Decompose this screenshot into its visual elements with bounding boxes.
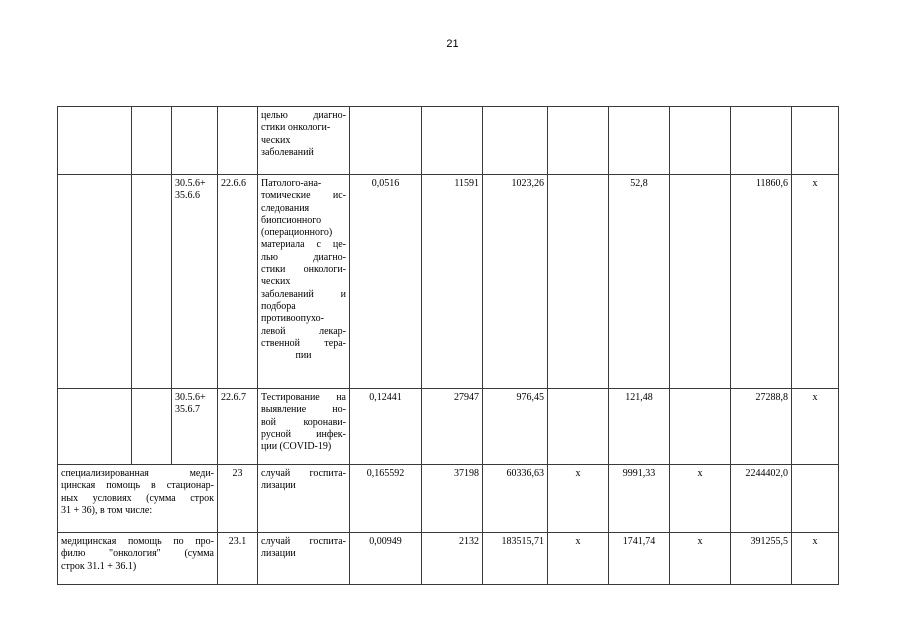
- code2-cell: 23.1: [218, 533, 258, 585]
- value-cell: 0,165592: [350, 465, 422, 533]
- desc-line: вой коронави-: [261, 416, 346, 428]
- desc-line: заболеваний: [261, 146, 314, 158]
- value-cell: [731, 107, 792, 175]
- code2-cell: [218, 107, 258, 175]
- desc-cell: [258, 533, 350, 585]
- code1-cell: 30.5.6+ 35.6.7: [172, 389, 218, 465]
- code1-cell: [172, 107, 218, 175]
- value-cell: [609, 107, 670, 175]
- value-cell: [548, 389, 609, 465]
- value-cell: 976,45: [483, 389, 548, 465]
- table-row: [58, 465, 839, 533]
- value-cell: [548, 175, 609, 389]
- desc-line: ческих: [261, 276, 291, 288]
- empty-cell: [132, 107, 172, 175]
- value-cell: 9991,33: [609, 465, 670, 533]
- desc-cell: [258, 175, 350, 389]
- desc-line: пии: [295, 350, 312, 362]
- code2-cell: 23: [218, 465, 258, 533]
- desc-line: случай госпита-: [261, 468, 346, 479]
- value-cell: [548, 107, 609, 175]
- value-cell: [792, 107, 839, 175]
- code2-cell: 22.6.6: [218, 175, 258, 389]
- name-cell: [58, 389, 132, 465]
- desc-line: противоопухо-: [261, 313, 324, 325]
- name-cell: [58, 175, 132, 389]
- page-number: 21: [446, 38, 459, 50]
- desc-line: левой лекар-: [261, 325, 346, 337]
- value-cell: [670, 175, 731, 389]
- value-cell: х: [792, 389, 839, 465]
- value-cell: 27947: [422, 389, 483, 465]
- desc-line: стики онкологи-: [261, 264, 346, 276]
- desc-line: Патолого-ана-: [261, 178, 322, 189]
- desc-line: биопсионного: [261, 214, 322, 226]
- value-cell: 27288,8: [731, 389, 792, 465]
- value-cell: х: [670, 465, 731, 533]
- desc-line: ственной тера-: [261, 337, 346, 349]
- value-cell: 1023,26: [483, 175, 548, 389]
- desc-line: томические ис-: [261, 190, 346, 202]
- name-line: филю "онкология" (сумма: [61, 548, 214, 560]
- value-cell: [483, 107, 548, 175]
- value-cell: 11591: [422, 175, 483, 389]
- value-cell: 11860,6: [731, 175, 792, 389]
- name-line: цинская помощь в стационар-: [61, 480, 214, 492]
- data-table: [57, 106, 839, 585]
- desc-cell: [258, 389, 350, 465]
- desc-line: стики онкологи-: [261, 122, 331, 134]
- desc-line: заболеваний и: [261, 288, 346, 300]
- name-line: строк 31.1 + 36.1): [61, 560, 137, 572]
- empty-cell: [132, 175, 172, 389]
- desc-line: выявление но-: [261, 404, 346, 416]
- value-cell: 183515,71: [483, 533, 548, 585]
- desc-line: русной инфек-: [261, 428, 346, 440]
- empty-cell: [132, 389, 172, 465]
- name-cell: [58, 533, 218, 585]
- table-row: [58, 175, 839, 389]
- name-line: медицинская помощь по про-: [61, 536, 214, 547]
- desc-line: целью диагно-: [261, 110, 346, 121]
- desc-line: ции (COVID-19): [261, 441, 332, 453]
- table-row: [58, 107, 839, 175]
- desc-line: подбора: [261, 300, 296, 312]
- desc-line: Тестирование на: [261, 392, 346, 403]
- value-cell: 2244402,0: [731, 465, 792, 533]
- code2-cell: 22.6.7: [218, 389, 258, 465]
- name-line: ных условиях (сумма строк: [61, 492, 214, 504]
- name-line: специализированная меди-: [61, 468, 214, 479]
- desc-line: лью диагно-: [261, 251, 346, 263]
- value-cell: х: [548, 533, 609, 585]
- value-cell: 60336,63: [483, 465, 548, 533]
- value-cell: 0,0516: [350, 175, 422, 389]
- value-cell: [422, 107, 483, 175]
- desc-line: лизации: [261, 548, 296, 560]
- value-cell: [670, 107, 731, 175]
- value-cell: 1741,74: [609, 533, 670, 585]
- value-cell: [670, 389, 731, 465]
- desc-line: материала с це-: [261, 239, 346, 251]
- desc-line: ческих: [261, 134, 291, 146]
- desc-line: следования: [261, 202, 310, 214]
- value-cell: 0,12441: [350, 389, 422, 465]
- code1-cell: 30.5.6+ 35.6.6: [172, 175, 218, 389]
- desc-line: случай госпита-: [261, 536, 346, 547]
- value-cell: [792, 465, 839, 533]
- desc-cell: [258, 465, 350, 533]
- value-cell: х: [792, 533, 839, 585]
- value-cell: 37198: [422, 465, 483, 533]
- value-cell: х: [548, 465, 609, 533]
- name-cell: [58, 107, 132, 175]
- desc-line: (операционного): [261, 227, 333, 239]
- name-cell: [58, 465, 218, 533]
- value-cell: [350, 107, 422, 175]
- value-cell: х: [792, 175, 839, 389]
- value-cell: 121,48: [609, 389, 670, 465]
- table-row: [58, 533, 839, 585]
- value-cell: 0,00949: [350, 533, 422, 585]
- table-row: [58, 389, 839, 465]
- value-cell: 2132: [422, 533, 483, 585]
- desc-cell: [258, 107, 350, 175]
- value-cell: 52,8: [609, 175, 670, 389]
- desc-line: лизации: [261, 480, 296, 492]
- name-line: 31 + 36), в том числе:: [61, 504, 153, 516]
- value-cell: 391255,5: [731, 533, 792, 585]
- value-cell: х: [670, 533, 731, 585]
